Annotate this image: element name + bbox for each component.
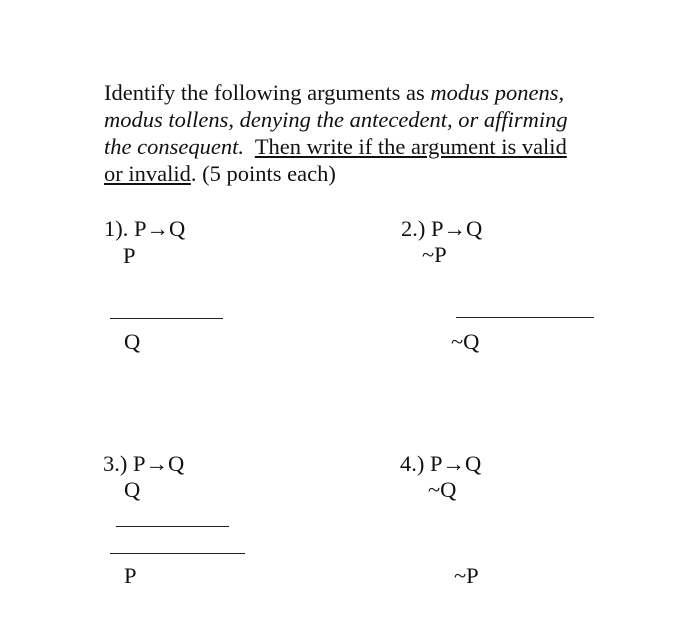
problem-2-premise-1: 2.) P→Q [401,216,483,241]
problem-3-conclusion-line [110,553,245,554]
problem-2-conclusion: ~Q [451,329,480,354]
instructions-line4-underlined: or invalid [104,161,191,186]
problem-1-premise-1: 1). P→Q [104,216,186,241]
instructions-line2-italic: modus tollens, denying the antecedent, or affirming [104,107,568,132]
instructions-line3-gap [244,134,255,159]
problem-1-conclusion: Q [124,329,141,354]
problem-3-premise-2: Q [124,477,141,502]
problem-1-answer-line [110,318,223,319]
problem-2-answer-line [456,317,594,318]
instructions-line4-plain: . (5 points each) [190,161,336,186]
problem-4-conclusion: ~P [454,563,479,588]
instructions-paragraph [104,79,604,187]
problem-1-premise-2: P [123,243,136,268]
problem-3-conclusion: P [124,563,137,588]
problem-4-premise-2: ~Q [428,477,457,502]
problem-2-premise-2: ~P [422,242,447,267]
instructions-line1-plain: Identify the following arguments as [104,80,431,105]
problem-3-premise-1: 3.) P→Q [103,451,185,476]
instructions-line1-italic: modus ponens, [430,80,565,105]
problem-4-premise-1: 4.) P→Q [400,451,482,476]
instructions-line3-italic: the consequent. [104,134,244,159]
instructions-line3-underlined: Then write if the argument is valid [254,134,567,159]
problem-3-answer-line [116,526,229,527]
